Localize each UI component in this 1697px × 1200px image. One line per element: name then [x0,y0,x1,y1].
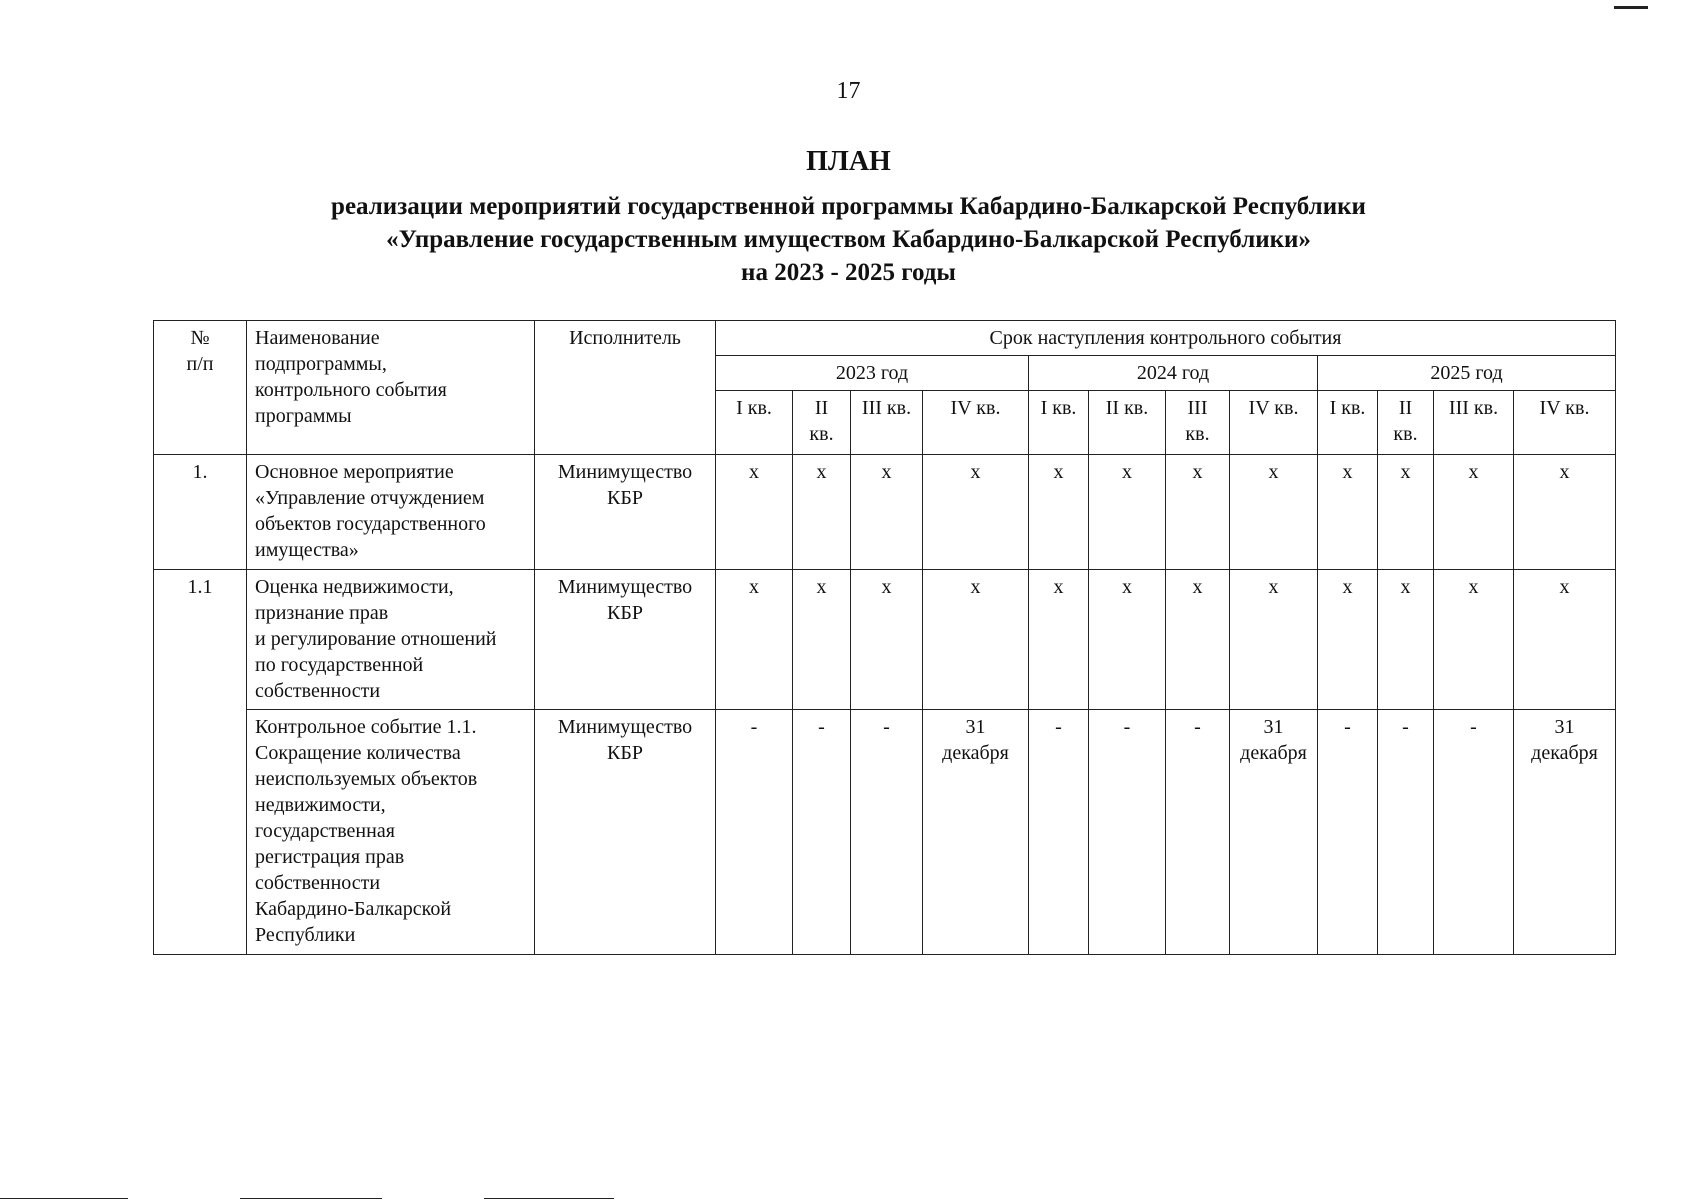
row-executor-line: КБР [607,742,643,764]
header-quarter-line: IV кв. [1248,397,1299,419]
row-executor-line: Минимущество [557,716,693,738]
row-name-line: имущества» [255,539,359,561]
header-quarter [1089,391,1166,455]
table-row [154,455,1616,570]
quarter-value [1378,570,1434,710]
footer-line [484,1198,614,1199]
quarter-value [1378,455,1434,570]
quarter-value [1230,710,1318,955]
quarter-value-line: - [1402,716,1409,738]
quarter-value-line: x [749,461,759,483]
quarter-value-line: x [970,461,981,483]
footer-line [240,1198,382,1199]
quarter-value-line: x [1192,576,1203,598]
quarter-value-line: декабря [1531,742,1598,764]
quarter-value [1089,570,1166,710]
quarter-value-line: x [1122,461,1132,483]
quarter-value-line: x [881,576,892,598]
quarter-value-line: x [816,576,827,598]
quarter-value [1089,455,1166,570]
quarter-value [793,570,851,710]
row-executor [535,570,716,710]
quarter-value-line: - [1194,716,1201,738]
header-quarter [1166,391,1230,455]
quarter-value [793,455,851,570]
row-executor-line: КБР [607,487,643,509]
quarter-value-line: x [1400,576,1411,598]
header-quarter-line: II [814,397,829,419]
header-number [154,321,247,455]
table-row [154,570,1616,710]
row-executor [535,710,716,955]
quarter-value [1318,570,1378,710]
header-quarter-line: III кв. [1448,397,1499,419]
quarter-value-line: декабря [942,742,1009,764]
row-number: 1. [154,455,247,570]
quarter-value [1378,710,1434,955]
row-name [247,710,535,955]
header-quarter [1230,391,1318,455]
header-name-line: программы [255,405,352,427]
quarter-value-line: - [1055,716,1062,738]
header-quarter-line: кв. [1393,423,1418,445]
plan-heading: ПЛАН [806,146,891,177]
corner-mark [1614,6,1648,9]
header-quarter [716,391,793,455]
header-quarter-line: кв. [809,423,834,445]
quarter-value [851,710,923,955]
header-quarter [1318,391,1378,455]
row-name-line: признание прав [255,602,389,624]
quarter-value-line: x [1400,461,1411,483]
quarter-value [1029,570,1089,710]
row-name-line: собственности [255,872,381,894]
quarter-value-line: - [818,716,825,738]
quarter-value-line: 31 [1554,716,1575,738]
quarter-value [1318,710,1378,955]
quarter-value [1514,570,1616,710]
quarter-value-line: 31 [1263,716,1284,738]
row-executor-line: КБР [607,602,643,624]
row-executor-line: Минимущество [557,576,693,598]
header-number-line: п/п [186,353,214,375]
header-quarter-line: III [1187,397,1208,419]
quarter-value [1514,710,1616,955]
quarter-value [1434,710,1514,955]
quarter-value [1166,710,1230,955]
quarter-value-line: x [1468,461,1479,483]
quarter-value [1434,570,1514,710]
row-name-line: неиспользуемых объектов [255,768,478,790]
row-executor [535,455,716,570]
quarter-value-line: x [816,461,827,483]
header-name [247,321,535,455]
header-quarter [1514,391,1616,455]
row-number: 1.1 [154,570,247,955]
quarter-value-line: x [1342,461,1353,483]
header-executor: Исполнитель [535,321,716,455]
plan-subtitle [0,190,1697,289]
quarter-value [1166,570,1230,710]
row-name-line: Республики [255,924,356,946]
quarter-value [716,570,793,710]
quarter-value-line: - [883,716,890,738]
header-quarter [923,391,1029,455]
header-name-line: Наименование [255,327,380,349]
header-quarter-line: кв. [1185,423,1210,445]
header-quarter [793,391,851,455]
quarter-value [851,570,923,710]
quarter-value-line: x [1468,576,1479,598]
row-name-line: Кабардино-Балкарской [255,898,452,920]
quarter-value [716,710,793,955]
row-name-line: недвижимости, [255,794,386,816]
quarter-value-line: x [1342,576,1353,598]
header-name-line: контрольного события [255,379,447,401]
quarter-value-line: x [1053,461,1064,483]
row-executor-line: Минимущество [557,461,693,483]
quarter-value [923,570,1029,710]
header-quarter-line: IV кв. [1539,397,1590,419]
header-quarter-line: I кв. [1329,397,1366,419]
row-name-line: регистрация прав [255,846,405,868]
header-name-line: подпрограммы, [255,353,387,375]
quarter-value [923,710,1029,955]
quarter-value-line: - [1123,716,1131,738]
quarter-value [1514,455,1616,570]
row-name [247,455,535,570]
quarter-value [1230,570,1318,710]
quarter-value-line: x [1559,461,1570,483]
row-name-line: Основное мероприятие [255,461,454,483]
subtitle-line: реализации мероприятий государственной программы Кабардино-Балкарской Республики [331,193,1366,220]
quarter-value-line: x [749,576,759,598]
header-number-line: № [190,327,210,349]
row-name-line: «Управление отчуждением [255,487,485,509]
header-year-2023: 2023 год [716,356,1029,391]
subtitle-line: на 2023 - 2025 годы [741,259,956,286]
quarter-value-line: - [750,716,758,738]
quarter-value [851,455,923,570]
header-quarter [1029,391,1089,455]
plan-table [153,320,1616,955]
row-name-line: Оценка недвижимости, [255,576,454,598]
plan-table-body [154,455,1616,955]
quarter-value-line: x [1053,576,1064,598]
quarter-value-line: - [1470,716,1477,738]
row-name-line: государственная [255,820,395,842]
table-row [154,710,1616,955]
quarter-value [1318,455,1378,570]
quarter-value-line: x [1559,576,1570,598]
header-year-2024: 2024 год [1029,356,1318,391]
subtitle-line: «Управление государственным имуществом Кабардино-Балкарской Республики» [386,226,1311,253]
quarter-value-line: x [1192,461,1203,483]
header-quarter [1378,391,1434,455]
header-quarter-line: IV кв. [950,397,1001,419]
quarter-value-line: x [881,461,892,483]
row-name [247,570,535,710]
header-quarter-line: II кв. [1105,397,1149,419]
quarter-value [1166,455,1230,570]
row-name-line: и регулирование отношений [255,628,497,650]
page-number: 17 [836,78,861,104]
quarter-value [1029,710,1089,955]
quarter-value [716,455,793,570]
quarter-value [1089,710,1166,955]
quarter-value [1029,455,1089,570]
quarter-value-line: декабря [1240,742,1307,764]
footer-line [0,1198,128,1199]
quarter-value [1230,455,1318,570]
quarter-value-line: x [1268,461,1279,483]
quarter-value-line: 31 [965,716,986,738]
row-name-line: Контрольное событие 1.1. [255,716,477,738]
quarter-value [793,710,851,955]
header-deadline-group: Срок наступления контрольного события [716,321,1616,356]
header-year-2025: 2025 год [1318,356,1616,391]
row-name-line: по государственной [255,654,424,676]
quarter-value-line: x [970,576,981,598]
row-name-line: объектов государственного [255,513,486,535]
quarter-value-line: x [1122,576,1132,598]
header-quarter-line: II [1398,397,1413,419]
row-name-line: Сокращение количества [255,742,461,764]
quarter-value [1434,455,1514,570]
quarter-value [923,455,1029,570]
header-quarter [851,391,923,455]
row-name-line: собственности [255,680,381,702]
header-quarter-line: I кв. [736,397,772,419]
header-quarter-line: III кв. [861,397,912,419]
quarter-value-line: x [1268,576,1279,598]
quarter-value-line: - [1344,716,1351,738]
header-quarter-line: I кв. [1040,397,1077,419]
header-quarter [1434,391,1514,455]
